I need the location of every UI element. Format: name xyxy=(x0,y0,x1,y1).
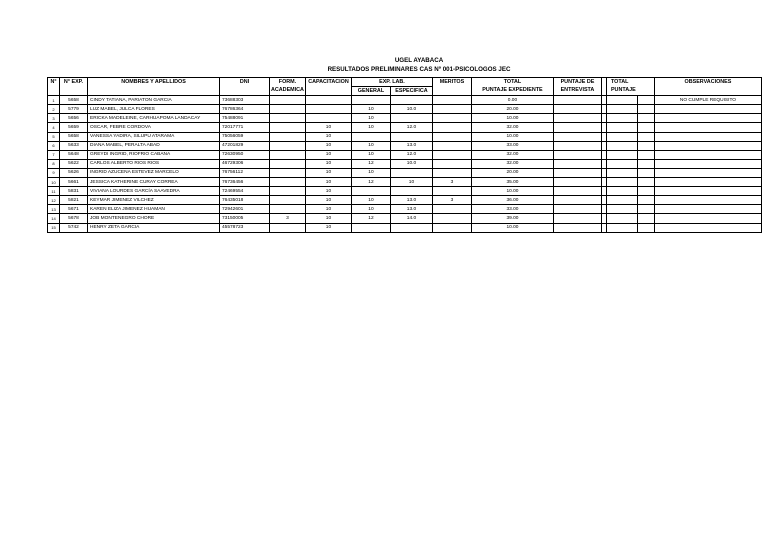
row-exp: 5821 xyxy=(60,196,88,205)
row-entrevista xyxy=(553,114,601,123)
row-total: 33.00 xyxy=(471,141,553,150)
row-extra xyxy=(637,141,654,150)
row-exp: 5648 xyxy=(60,150,88,159)
row-especifica: 12.0 xyxy=(390,123,432,132)
table-row xyxy=(48,214,762,223)
col-n-header: N° xyxy=(48,78,60,87)
row-exp: 5779 xyxy=(60,105,88,114)
row-meritos xyxy=(432,205,471,214)
row-dni: 73688303 xyxy=(220,96,270,105)
table-body xyxy=(48,96,762,232)
table-row xyxy=(48,187,762,196)
row-extra xyxy=(637,223,654,232)
row-observaciones xyxy=(654,132,761,141)
row-number: 12 xyxy=(48,196,60,205)
table-row xyxy=(48,96,762,105)
row-dni: 76736456 xyxy=(220,178,270,187)
row-observaciones xyxy=(654,205,761,214)
row-capacitacion: 10 xyxy=(305,205,351,214)
row-extra xyxy=(637,114,654,123)
row-total-puntaje xyxy=(606,178,637,187)
row-total: 10.00 xyxy=(471,114,553,123)
row-observaciones xyxy=(654,105,761,114)
row-entrevista xyxy=(553,96,601,105)
row-capacitacion xyxy=(305,96,351,105)
row-total-puntaje xyxy=(606,168,637,177)
row-number: 5 xyxy=(48,132,60,141)
row-exp: 5658 xyxy=(60,96,88,105)
table-row xyxy=(48,105,762,114)
row-meritos xyxy=(432,105,471,114)
col-capacitacion-header: CAPACITACION xyxy=(305,78,351,87)
row-number: 10 xyxy=(48,178,60,187)
row-observaciones xyxy=(654,114,761,123)
row-total-puntaje xyxy=(606,187,637,196)
row-exp: 5742 xyxy=(60,223,88,232)
col-total-puntaje-header-2: PUNTAJE xyxy=(606,87,654,96)
row-extra xyxy=(637,159,654,168)
row-observaciones xyxy=(654,178,761,187)
page-subtitle: RESULTADOS PRELIMINARES CAS Nº 001-PSICOLOGOS JEC xyxy=(327,66,511,73)
col-general-header: GENERAL xyxy=(351,87,390,96)
row-total: 32.00 xyxy=(471,150,553,159)
row-total-puntaje xyxy=(606,96,637,105)
row-exp: 5626 xyxy=(60,168,88,177)
row-form xyxy=(270,159,306,168)
table-row xyxy=(48,223,762,232)
row-dni: 72469554 xyxy=(220,187,270,196)
row-general xyxy=(351,187,390,196)
row-meritos xyxy=(432,159,471,168)
table-row xyxy=(48,159,762,168)
row-entrevista xyxy=(553,123,601,132)
row-form xyxy=(270,178,306,187)
row-extra xyxy=(637,187,654,196)
row-exp: 5622 xyxy=(60,159,88,168)
row-dni: 47201829 xyxy=(220,141,270,150)
row-exp: 5659 xyxy=(60,123,88,132)
row-dni: 76756112 xyxy=(220,168,270,177)
row-capacitacion: 10 xyxy=(305,141,351,150)
row-extra xyxy=(637,105,654,114)
row-total: 32.00 xyxy=(471,123,553,132)
row-name: INGRID AZUCENA ESTEVEZ MARCELO xyxy=(88,168,220,177)
row-extra xyxy=(637,214,654,223)
row-general xyxy=(351,96,390,105)
row-form xyxy=(270,132,306,141)
row-general: 10 xyxy=(351,196,390,205)
row-form xyxy=(270,96,306,105)
row-extra xyxy=(637,196,654,205)
table-row xyxy=(48,196,762,205)
row-total-puntaje xyxy=(606,150,637,159)
row-total-puntaje xyxy=(606,141,637,150)
row-dni: 46729306 xyxy=(220,159,270,168)
row-especifica: 13.0 xyxy=(390,141,432,150)
row-especifica xyxy=(390,114,432,123)
row-total-puntaje xyxy=(606,132,637,141)
row-entrevista xyxy=(553,132,601,141)
row-general: 10 xyxy=(351,150,390,159)
row-exp: 5656 xyxy=(60,114,88,123)
row-name: OSCAR, FEBRE CORDOVA xyxy=(88,123,220,132)
row-dni: 73150005 xyxy=(220,214,270,223)
row-name: CARLOS ALBERTO RIOS RIOS xyxy=(88,159,220,168)
row-dni: 76786364 xyxy=(220,105,270,114)
row-especifica xyxy=(390,187,432,196)
row-especifica: 13.0 xyxy=(390,196,432,205)
row-general: 10 xyxy=(351,205,390,214)
row-observaciones xyxy=(654,187,761,196)
row-name: CINDY TATIANA, PARIATON GARCIA xyxy=(88,96,220,105)
row-name: ERICKA MADELEINE, CARHUAPOMA LANDACAY xyxy=(88,114,220,123)
row-meritos xyxy=(432,214,471,223)
row-general: 10 xyxy=(351,105,390,114)
col-exp-lab-header: EXP. LAB. xyxy=(351,78,432,87)
row-entrevista xyxy=(553,196,601,205)
row-observaciones: NO CUMPLE REQUISITO xyxy=(654,96,761,105)
row-dni: 75488091 xyxy=(220,114,270,123)
row-general: 10 xyxy=(351,141,390,150)
row-capacitacion: 10 xyxy=(305,214,351,223)
row-observaciones xyxy=(654,159,761,168)
row-meritos xyxy=(432,223,471,232)
row-especifica xyxy=(390,96,432,105)
row-total: 20.00 xyxy=(471,105,553,114)
row-entrevista xyxy=(553,214,601,223)
row-total-puntaje xyxy=(606,214,637,223)
col-form-header: FORM. xyxy=(270,78,306,87)
row-observaciones xyxy=(654,150,761,159)
row-total: 32.00 xyxy=(471,159,553,168)
row-name: VANESSA YADIRA, SILUPU ATARAMA xyxy=(88,132,220,141)
row-form xyxy=(270,141,306,150)
row-meritos: 3 xyxy=(432,178,471,187)
col-entrevista-header-2: ENTREVISTA xyxy=(553,87,601,96)
row-number: 9 xyxy=(48,168,60,177)
row-entrevista xyxy=(553,187,601,196)
row-observaciones xyxy=(654,214,761,223)
row-general xyxy=(351,132,390,141)
table-row xyxy=(48,114,762,123)
row-extra xyxy=(637,123,654,132)
row-observaciones xyxy=(654,223,761,232)
row-total-puntaje xyxy=(606,123,637,132)
row-entrevista xyxy=(553,141,601,150)
row-total: 10.00 xyxy=(471,223,553,232)
col-total-exp-header: TOTAL xyxy=(471,78,553,87)
row-dni: 76435018 xyxy=(220,196,270,205)
table-row xyxy=(48,123,762,132)
row-capacitacion: 10 xyxy=(305,223,351,232)
row-especifica: 12.0 xyxy=(390,150,432,159)
row-general: 10 xyxy=(351,123,390,132)
table-row xyxy=(48,205,762,214)
row-capacitacion: 10 xyxy=(305,159,351,168)
row-extra xyxy=(637,132,654,141)
row-especifica xyxy=(390,132,432,141)
table-row xyxy=(48,150,762,159)
row-form xyxy=(270,196,306,205)
row-form xyxy=(270,205,306,214)
row-number: 8 xyxy=(48,159,60,168)
row-observaciones xyxy=(654,141,761,150)
row-entrevista xyxy=(553,223,601,232)
row-total: 20.00 xyxy=(471,168,553,177)
row-general: 10 xyxy=(351,168,390,177)
row-entrevista xyxy=(553,150,601,159)
row-general xyxy=(351,223,390,232)
row-number: 1 xyxy=(48,96,60,105)
row-name: KEYMAR JIMENEZ VILCHEZ xyxy=(88,196,220,205)
row-general: 12 xyxy=(351,178,390,187)
row-name: GREYDI INGRID, RIOFRIO CABANA xyxy=(88,150,220,159)
row-meritos xyxy=(432,96,471,105)
row-entrevista xyxy=(553,159,601,168)
row-form xyxy=(270,223,306,232)
row-number: 2 xyxy=(48,105,60,114)
row-capacitacion: 10 xyxy=(305,150,351,159)
row-number: 6 xyxy=(48,141,60,150)
row-especifica: 14.0 xyxy=(390,214,432,223)
col-dni-header: DNI xyxy=(220,78,270,87)
row-especifica xyxy=(390,223,432,232)
row-extra xyxy=(637,150,654,159)
row-dni: 72942601 xyxy=(220,205,270,214)
header-row-2 xyxy=(48,87,762,96)
row-entrevista xyxy=(553,205,601,214)
row-name: KAREN ELIZA JIMENEZ HUAMAN xyxy=(88,205,220,214)
row-capacitacion xyxy=(305,105,351,114)
col-entrevista-header: PUNTAJE DE xyxy=(553,78,601,87)
row-capacitacion: 10 xyxy=(305,178,351,187)
row-name: DIANA MABEL, PERALTA ABAD xyxy=(88,141,220,150)
row-meritos: 3 xyxy=(432,196,471,205)
table-row xyxy=(48,168,762,177)
row-exp: 5831 xyxy=(60,187,88,196)
row-dni: 45578723 xyxy=(220,223,270,232)
col-especifica-header: ESPECIFICA xyxy=(390,87,432,96)
row-extra xyxy=(637,178,654,187)
row-total-puntaje xyxy=(606,223,637,232)
row-exp: 5671 xyxy=(60,205,88,214)
row-total: 33.00 xyxy=(471,205,553,214)
row-total-puntaje xyxy=(606,205,637,214)
row-exp: 5678 xyxy=(60,214,88,223)
row-capacitacion: 10 xyxy=(305,187,351,196)
row-number: 15 xyxy=(48,223,60,232)
row-especifica: 13.0 xyxy=(390,205,432,214)
row-capacitacion: 10 xyxy=(305,196,351,205)
row-exp: 5658 xyxy=(60,132,88,141)
row-total: 36.00 xyxy=(471,196,553,205)
row-number: 11 xyxy=(48,187,60,196)
col-meritos-header: MERITOS xyxy=(432,78,471,87)
row-meritos xyxy=(432,141,471,150)
row-especifica xyxy=(390,168,432,177)
row-total-puntaje xyxy=(606,159,637,168)
row-form xyxy=(270,105,306,114)
row-observaciones xyxy=(654,123,761,132)
row-capacitacion: 10 xyxy=(305,132,351,141)
row-extra xyxy=(637,96,654,105)
row-total: 10.00 xyxy=(471,132,553,141)
row-exp: 5661 xyxy=(60,178,88,187)
table-row xyxy=(48,141,762,150)
row-form xyxy=(270,150,306,159)
row-meritos xyxy=(432,114,471,123)
row-capacitacion: 10 xyxy=(305,168,351,177)
row-general: 12 xyxy=(351,214,390,223)
header-row-1 xyxy=(48,78,762,87)
row-number: 7 xyxy=(48,150,60,159)
page-title: UGEL AYABACA xyxy=(394,57,444,64)
row-form xyxy=(270,168,306,177)
row-dni: 72630950 xyxy=(220,150,270,159)
row-form xyxy=(270,187,306,196)
col-nombres-header: NOMBRES Y APELLIDOS xyxy=(88,78,220,87)
row-meritos xyxy=(432,168,471,177)
row-especifica: 10 xyxy=(390,178,432,187)
row-especifica: 10.0 xyxy=(390,159,432,168)
col-observaciones-header: OBSERVACIONES xyxy=(654,78,761,87)
row-capacitacion: 10 xyxy=(305,123,351,132)
row-general: 10 xyxy=(351,114,390,123)
row-total: 0.00 xyxy=(471,96,553,105)
row-meritos xyxy=(432,150,471,159)
row-entrevista xyxy=(553,105,601,114)
row-form: 3 xyxy=(270,214,306,223)
row-entrevista xyxy=(553,178,601,187)
row-name: JESSICA KATHERINE CURAY CORREA xyxy=(88,178,220,187)
col-exp-header: N° EXP. xyxy=(60,78,88,87)
results-table xyxy=(47,77,762,233)
row-form xyxy=(270,114,306,123)
row-meritos xyxy=(432,123,471,132)
row-name: VIVIANA LOURDES GARCÍA SAAVEDRA xyxy=(88,187,220,196)
row-observaciones xyxy=(654,196,761,205)
col-total-exp-header-2: PUNTAJE EXPEDIENTE xyxy=(471,87,553,96)
row-name: LUZ MABEL, JULCA FLORES xyxy=(88,105,220,114)
row-dni: 72017771 xyxy=(220,123,270,132)
row-number: 3 xyxy=(48,114,60,123)
row-extra xyxy=(637,168,654,177)
row-number: 4 xyxy=(48,123,60,132)
col-total-puntaje-header: TOTAL xyxy=(606,78,654,87)
col-form-header-2: ACADEMICA xyxy=(270,87,306,96)
row-dni: 75056059 xyxy=(220,132,270,141)
row-observaciones xyxy=(654,168,761,177)
row-number: 14 xyxy=(48,214,60,223)
row-total-puntaje xyxy=(606,196,637,205)
row-meritos xyxy=(432,187,471,196)
row-form xyxy=(270,123,306,132)
row-meritos xyxy=(432,132,471,141)
row-especifica: 10.0 xyxy=(390,105,432,114)
table-row xyxy=(48,178,762,187)
row-general: 12 xyxy=(351,159,390,168)
row-number: 13 xyxy=(48,205,60,214)
table-row xyxy=(48,132,762,141)
row-extra xyxy=(637,205,654,214)
row-capacitacion xyxy=(305,114,351,123)
row-name: JOB MONTENEGRO CHORE xyxy=(88,214,220,223)
row-total: 35.00 xyxy=(471,178,553,187)
row-exp: 5633 xyxy=(60,141,88,150)
row-total: 10.00 xyxy=(471,187,553,196)
row-entrevista xyxy=(553,168,601,177)
row-name: HENRY ZETA GARCIA xyxy=(88,223,220,232)
row-total-puntaje xyxy=(606,105,637,114)
row-total: 39.00 xyxy=(471,214,553,223)
row-total-puntaje xyxy=(606,114,637,123)
